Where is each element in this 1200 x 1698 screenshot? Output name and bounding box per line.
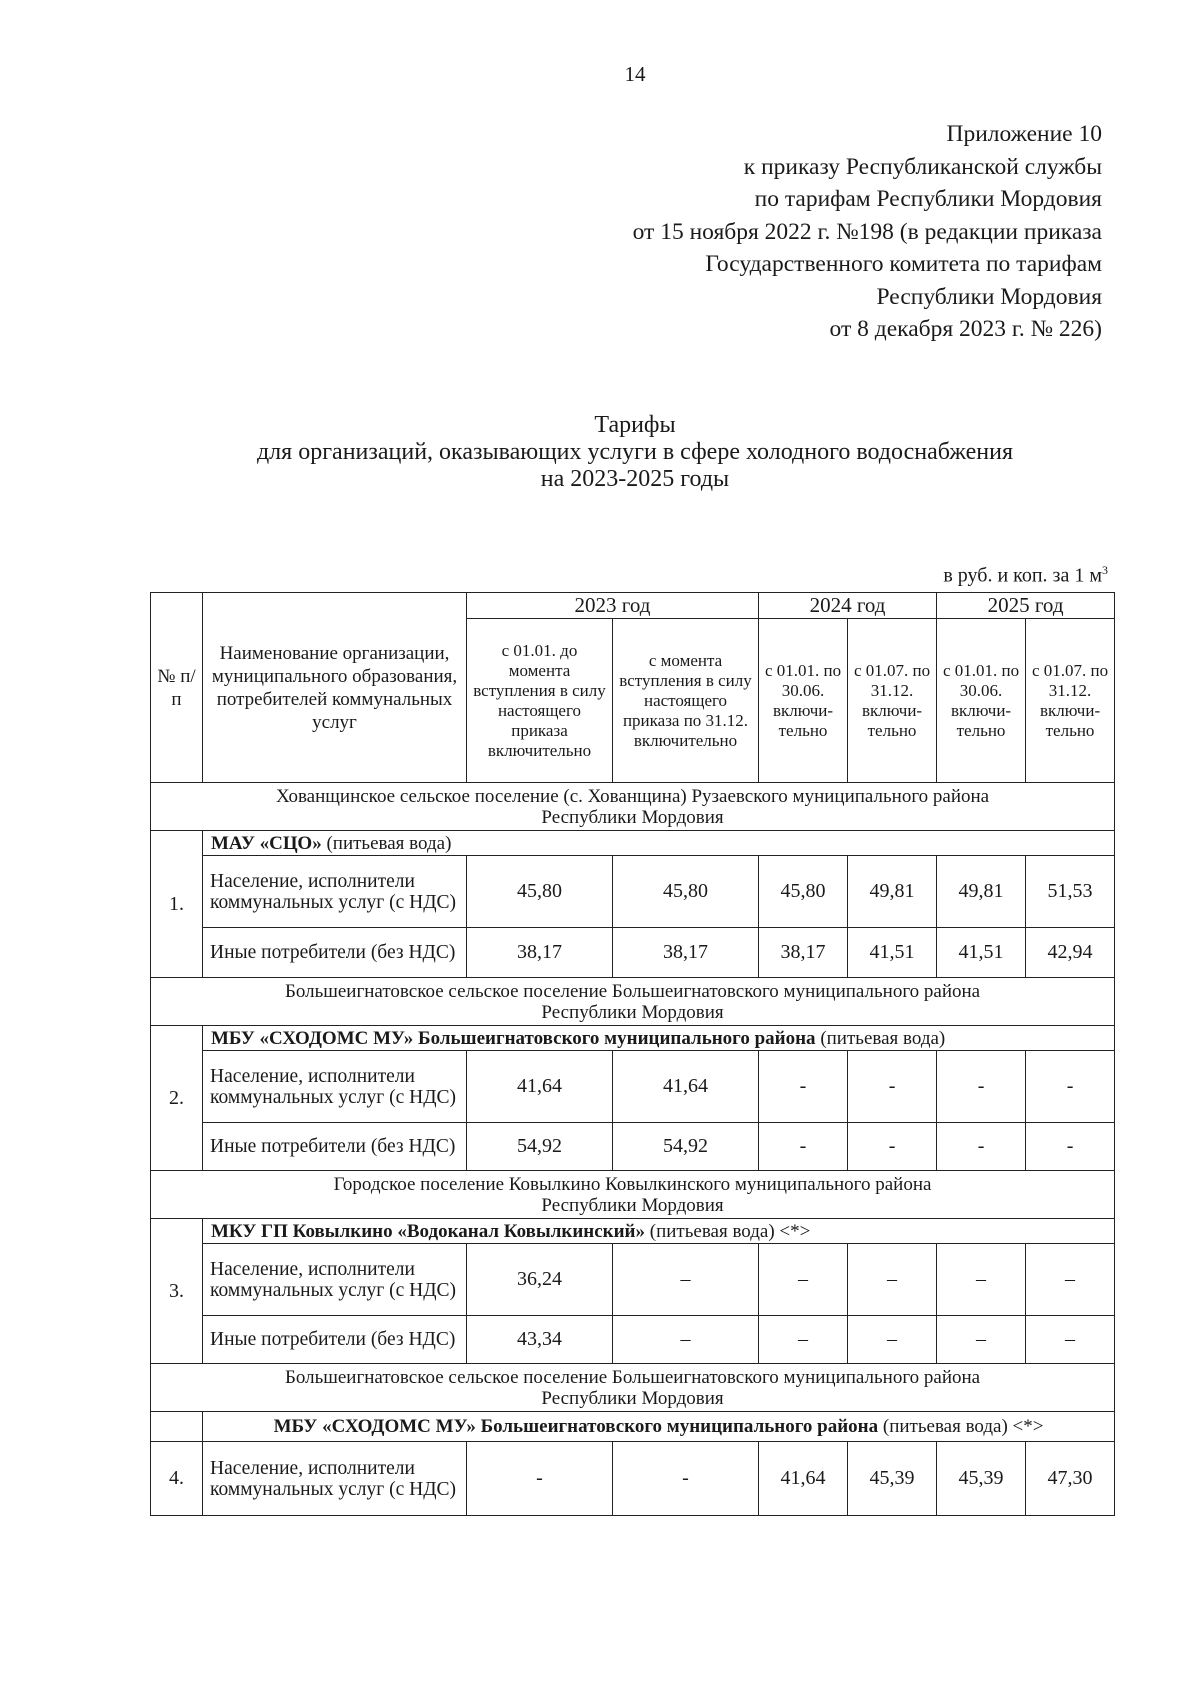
tariff-value: 38,17 [467, 928, 613, 978]
tariff-value: 49,81 [848, 856, 937, 928]
organization-row [203, 1412, 1115, 1442]
header-year-2024: 2024 год [759, 593, 937, 619]
appendix-line: от 8 декабря 2023 г. № 226) [829, 316, 1102, 342]
appendix-line: Республики Мордовия [876, 283, 1102, 310]
row-number: 3. [151, 1219, 203, 1364]
tariff-value: 49,81 [937, 856, 1026, 928]
tariff-value: 45,39 [848, 1442, 937, 1516]
settlement-line: Хованщинское сельское поселение (с. Хованщина) Рузаевского муниципального района [275, 785, 990, 807]
tariff-value: - [1026, 1051, 1115, 1123]
row-number: 1. [151, 831, 203, 978]
row-number: 4. [151, 1442, 203, 1516]
settlement-row [151, 783, 1115, 831]
header-period: с 01.07. по 31.12. включи-тельно [1026, 619, 1115, 783]
header-year-2025: 2025 год [937, 593, 1115, 619]
appendix-header [633, 118, 1102, 346]
tariff-value: – [1026, 1244, 1115, 1316]
tariff-value: – [848, 1244, 937, 1316]
consumer-label: Население, исполнители коммунальных услуг (с НДС) [203, 856, 467, 928]
org-note: (питьевая вода) <*> [645, 1220, 811, 1242]
appendix-line: Приложение 10 [946, 121, 1102, 147]
tariff-value: 42,94 [1026, 928, 1115, 978]
title-line: Тарифы [594, 412, 676, 438]
organization-row [203, 831, 1115, 856]
appendix-line: по тарифам Республики Мордовия [754, 186, 1102, 212]
tariff-value: 43,34 [467, 1316, 613, 1364]
settlement-row [151, 978, 1115, 1026]
tariff-value: 45,80 [759, 856, 848, 928]
header-name: Наименование организации, муниципального образования, потребителей коммунальных услуг [203, 593, 467, 783]
tariff-value: – [759, 1244, 848, 1316]
header-period: с момента вступления в силу настоящего приказа по 31.12. включительно [613, 619, 759, 783]
appendix-line: Государственного комитета по тарифам [705, 251, 1102, 277]
org-name: МКУ ГП Ковылкино «Водоканал Ковылкинский» [211, 1220, 645, 1242]
tariff-value: 47,30 [1026, 1442, 1115, 1516]
tariff-value: 45,80 [467, 856, 613, 928]
title-line: на 2023-2025 годы [540, 466, 730, 492]
settlement-line: Республики Мордовия [541, 1001, 724, 1023]
tariff-value: – [759, 1316, 848, 1364]
consumer-label: Иные потребители (без НДС) [203, 1123, 467, 1171]
org-name: МБУ «СХОДОМС МУ» Большеигнатовского муниципального района [211, 1027, 816, 1049]
header-period: с 01.01. по 30.06. включи-тельно [937, 619, 1026, 783]
page-number: 14 [624, 62, 646, 86]
org-note: (питьевая вода) [815, 1027, 946, 1049]
tariff-value: 54,92 [613, 1123, 759, 1171]
settlement-line: Республики Мордовия [541, 806, 724, 828]
tariff-value: - [848, 1123, 937, 1171]
tariff-value: 41,64 [759, 1442, 848, 1516]
settlement-line: Республики Мордовия [541, 1387, 724, 1409]
tariff-value: 45,39 [937, 1442, 1026, 1516]
tariff-value: 38,17 [759, 928, 848, 978]
tariff-value: 41,51 [937, 928, 1026, 978]
tariff-value: – [613, 1244, 759, 1316]
tariff-value: 41,51 [848, 928, 937, 978]
tariff-value: – [937, 1316, 1026, 1364]
tariff-value: 41,64 [467, 1051, 613, 1123]
tariff-value: - [613, 1442, 759, 1516]
tariff-value: - [937, 1123, 1026, 1171]
header-num: № п/п [151, 593, 203, 783]
consumer-label: Иные потребители (без НДС) [203, 928, 467, 978]
tariff-value: 51,53 [1026, 856, 1115, 928]
header-year-2023: 2023 год [467, 593, 759, 619]
org-note: (питьевая вода) [321, 832, 452, 854]
row-number-empty [151, 1412, 203, 1442]
units-note [943, 563, 1108, 588]
consumer-label: Население, исполнители коммунальных услуг (с НДС) [203, 1442, 467, 1516]
tariff-value: 45,80 [613, 856, 759, 928]
units-superscript: 3 [1102, 563, 1108, 577]
tariff-table [150, 592, 1115, 1516]
tariff-value: - [759, 1123, 848, 1171]
org-name: МАУ «СЦО» [211, 832, 322, 854]
appendix-line: к приказу Республиканской службы [743, 153, 1102, 180]
tariff-value: - [937, 1051, 1026, 1123]
consumer-label: Население, исполнители коммунальных услуг (с НДС) [203, 1051, 467, 1123]
settlement-line: Республики Мордовия [541, 1194, 724, 1216]
org-note: (питьевая вода) <*> [878, 1416, 1044, 1437]
org-name: МБУ «СХОДОМС МУ» Большеигнатовского муниципального района [273, 1416, 879, 1437]
header-period: с 01.07. по 31.12. включи-тельно [848, 619, 937, 783]
document-title [0, 412, 1200, 493]
tariff-value: - [1026, 1123, 1115, 1171]
consumer-label: Население, исполнители коммунальных услуг (с НДС) [203, 1244, 467, 1316]
row-number: 2. [151, 1026, 203, 1171]
title-line: для организаций, оказывающих услуги в сфере холодного водоснабжения [256, 439, 1014, 465]
tariff-value: 41,64 [613, 1051, 759, 1123]
settlement-line: Большеигнатовское сельское поселение Большеигнатовского муниципального района [284, 980, 981, 1002]
units-text: в руб. и коп. за 1 м [943, 564, 1102, 587]
tariff-value: 36,24 [467, 1244, 613, 1316]
settlement-line: Городское поселение Ковылкино Ковылкинского муниципального района [333, 1173, 932, 1195]
tariff-value: – [937, 1244, 1026, 1316]
settlement-row [151, 1364, 1115, 1412]
settlement-row [151, 1171, 1115, 1219]
tariff-value: – [613, 1316, 759, 1364]
header-period: с 01.01. до момента вступления в силу настоящего приказа включительно [467, 619, 613, 783]
header-period: с 01.01. по 30.06. включи-тельно [759, 619, 848, 783]
tariff-value: 54,92 [467, 1123, 613, 1171]
tariff-value: - [848, 1051, 937, 1123]
tariff-value: - [467, 1442, 613, 1516]
tariff-value: - [759, 1051, 848, 1123]
organization-row [203, 1219, 1115, 1244]
settlement-line: Большеигнатовское сельское поселение Большеигнатовского муниципального района [284, 1366, 981, 1388]
organization-row [203, 1026, 1115, 1051]
consumer-label: Иные потребители (без НДС) [203, 1316, 467, 1364]
tariff-value: 38,17 [613, 928, 759, 978]
tariff-value: – [1026, 1316, 1115, 1364]
tariff-value: – [848, 1316, 937, 1364]
appendix-line: от 15 ноября 2022 г. №198 (в редакции приказа [632, 218, 1102, 245]
